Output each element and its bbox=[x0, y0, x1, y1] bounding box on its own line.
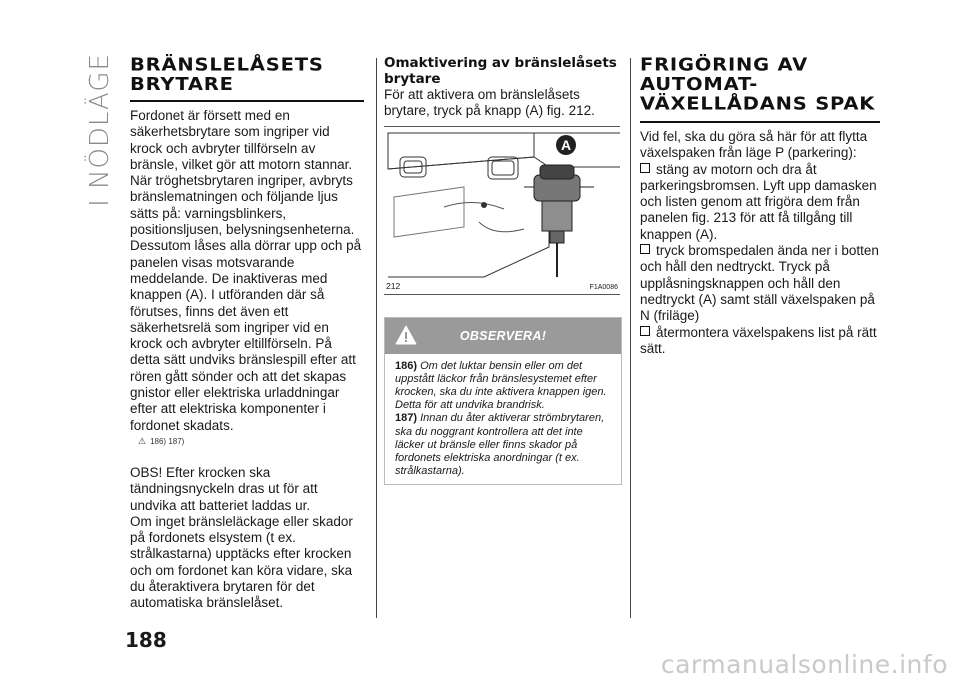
figure-code: F1A0086 bbox=[589, 283, 618, 291]
section-heading: BRÄNSLELÅSETS BRYTARE bbox=[130, 54, 324, 95]
column-divider bbox=[376, 58, 377, 618]
note-item: 186) Om det luktar bensin eller om det uppstått läckor från bränslesystemet efter krocken, ska du inte aktivera knappen igen. Detta för att undvika brandrisk. bbox=[395, 359, 607, 412]
bullet-box-icon bbox=[640, 326, 650, 336]
warning-note-body bbox=[385, 354, 621, 485]
paragraph: Fordonet är försett med en säkerhetsbrytare som ingriper vid krock och avbryter tillförseln av bränsle, vilket gör att motorn stannar. bbox=[130, 108, 353, 172]
fuel-cutoff-switch-illustration bbox=[384, 127, 620, 294]
paragraph: OBS! Efter krocken ska tändningsnyckeln dras ut för att undvika att batteriet laddas ur. bbox=[130, 464, 318, 513]
paragraph: Om inget bränsleläckage eller skador på fordonets elsystem (t ex. strålkastarna) upptäcks efter krocken och om fordonet kan köra vidare, ska du återaktivera brytaren för det automatiska bränslelåset. bbox=[130, 513, 353, 611]
section-heading: FRIGÖRING AV AUTOMAT- VÄXELLÅDANS SPAK bbox=[640, 54, 876, 114]
list-item: återmontera växelspakens list på rätt sätt. bbox=[640, 324, 877, 356]
paragraph: För att aktivera om bränslelåsets brytare, tryck på knapp (A) fig. 212. bbox=[384, 87, 595, 119]
list-item: stäng av motorn och dra åt parkeringsbromsen. Lyft upp damasken och listen genom att frigöra dem från panelen fig. 213 för att få tillgång till knappen (A). bbox=[640, 161, 877, 242]
watermark[interactable]: carmanualsonline.info bbox=[660, 650, 948, 679]
column-fuel-cutoff bbox=[130, 55, 364, 612]
page-number: 188 bbox=[125, 628, 167, 652]
figure-212 bbox=[384, 126, 620, 295]
note-item: 187) Innan du åter aktiverar strömbrytaren, ska du noggrant kontrollera att det inte läcker ut bränsle eller finns skador på fordonets elektriska anordningar (t ex. strålkastarna). bbox=[395, 412, 605, 478]
warning-note bbox=[384, 317, 622, 486]
figure-number: 212 bbox=[386, 280, 401, 291]
callout-label: A bbox=[560, 136, 572, 153]
bullet-box-icon bbox=[640, 163, 650, 173]
warning-triangle-icon bbox=[395, 325, 417, 345]
warning-note-title: OBSERVERA! bbox=[459, 328, 547, 343]
warning-triangle-icon: ⚠ bbox=[138, 435, 147, 446]
warning-references: ⚠ 186) 187) bbox=[138, 435, 185, 446]
column-divider bbox=[630, 58, 631, 618]
warning-note-header bbox=[385, 318, 621, 354]
paragraph: Vid fel, ska du göra så här för att flytta växelspaken från läge P (parkering): bbox=[640, 129, 868, 161]
column-reactivation bbox=[384, 55, 620, 485]
bullet-box-icon bbox=[640, 244, 650, 254]
column-gear-release bbox=[640, 55, 880, 357]
steps-list bbox=[640, 162, 880, 358]
paragraph: När tröghetsbrytaren ingriper, avbryts bränslematningen och följande ljus sätts på: varningsblinkers, positionsljusen, belysningsenheterna. Dessutom låses alla dörrar upp och på panelen visas motsvarande meddelande. De inaktiveras med knappen (A). I utföranden där så förutses, finns det även ett säkerhetsrelä som ingriper vid en krock och avbryter eltillförseln. På detta sätt undviks bränslespill efter att rören gått sönder och att det skapas gnistor eller elektriska urladdningar efter att elektriska komponenter i fordonet skadats. bbox=[130, 173, 362, 433]
heading-rule bbox=[640, 121, 880, 123]
heading-rule bbox=[130, 100, 364, 102]
subsection-heading: Omaktivering av bränslelåsets brytare bbox=[384, 55, 617, 87]
list-item: tryck bromspedalen ända ner i botten och håll den nedtryckt. Tryck på upplåsningsknappen och håll den nedtryckt (A) samt ställ växelspaken på N (friläge) bbox=[640, 243, 879, 324]
chapter-side-label: I NÖDLÄGE bbox=[85, 53, 116, 207]
